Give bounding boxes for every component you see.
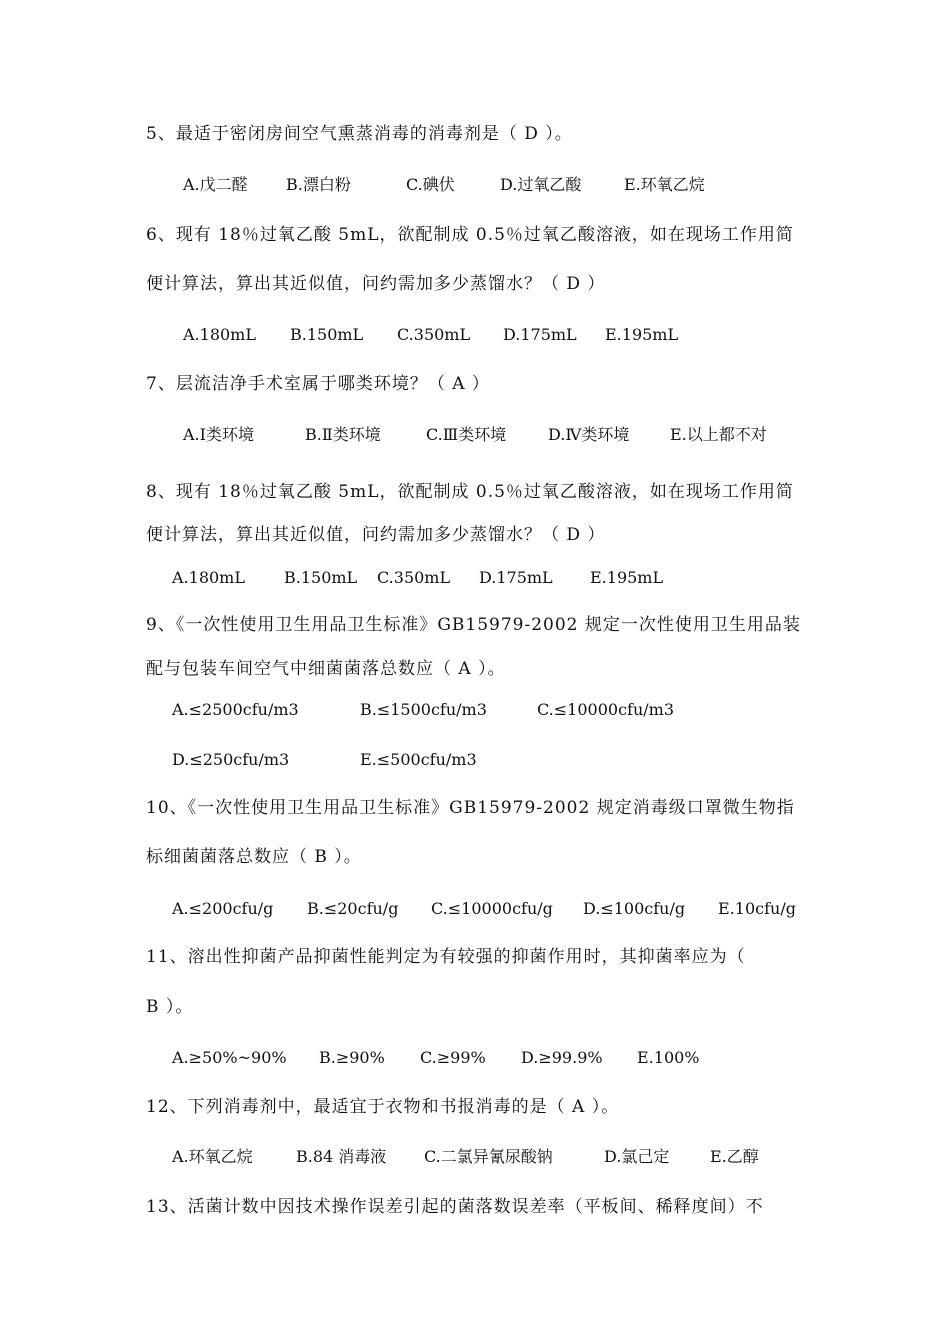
question-10-line-1: 10、《一次性使用卫生用品卫生标准》GB15979-2002 规定消毒级口罩微生物指: [146, 798, 795, 818]
option-a: A.180mL: [183, 325, 256, 344]
option-c: C.二氯异氰尿酸钠: [424, 1147, 553, 1166]
option-a: A.Ⅰ类环境: [183, 425, 254, 444]
option-b: B.≤1500cfu/m3: [360, 700, 487, 719]
option-d: D.175mL: [479, 568, 553, 587]
question-12: 12、下列消毒剂中，最适宜于衣物和书报消毒的是（ A ）。: [146, 1097, 620, 1117]
option-e: E.195mL: [590, 568, 664, 587]
option-b: B.Ⅱ类环境: [305, 425, 381, 444]
option-b: B.≥90%: [319, 1048, 385, 1067]
option-e: E.≤500cfu/m3: [360, 750, 477, 769]
option-c: C.碘伏: [406, 175, 455, 194]
option-e: E.以上都不对: [670, 425, 767, 444]
option-b: B.150mL: [284, 568, 358, 587]
question-11-line-2: B ）。: [146, 997, 194, 1017]
question-8-line-2: 便计算法，算出其近似值，问约需加多少蒸馏水？（ D ）: [146, 525, 606, 545]
option-d: D.≥99.9%: [521, 1048, 603, 1067]
option-e: E.乙醇: [710, 1147, 759, 1166]
option-d: D.Ⅳ类环境: [548, 425, 630, 444]
option-d: D.175mL: [503, 325, 577, 344]
option-c: C.Ⅲ类环境: [426, 425, 507, 444]
option-a: A.戊二醛: [183, 175, 248, 194]
option-a: A.180mL: [172, 568, 245, 587]
question-13: 13、活菌计数中因技术操作误差引起的菌落数误差率（平板间、稀释度间）不: [146, 1197, 764, 1217]
option-c: C.350mL: [397, 325, 471, 344]
option-a: A.≤2500cfu/m3: [172, 700, 299, 719]
question-6-line-1: 6、现有 18％过氧乙酸 5mL，欲配制成 0.5％过氧乙酸溶液，如在现场工作用简: [146, 225, 794, 245]
question-7: 7、层流洁净手术室属于哪类环境？（ A ）: [146, 374, 490, 394]
question-9-line-1: 9、《一次性使用卫生用品卫生标准》GB15979-2002 规定一次性使用卫生用品装: [146, 615, 801, 635]
option-e: E.环氧乙烷: [624, 175, 705, 194]
option-c: C.≤10000cfu/g: [431, 899, 553, 918]
option-e: E.10cfu/g: [718, 899, 796, 918]
option-a: A.环氧乙烷: [172, 1147, 253, 1166]
option-a: A.≤200cfu/g: [172, 899, 274, 918]
option-b: B.≤20cfu/g: [307, 899, 399, 918]
question-9-line-2: 配与包装车间空气中细菌菌落总数应（ A ）。: [146, 659, 506, 679]
question-11-line-1: 11、溶出性抑菌产品抑菌性能判定为有较强的抑菌作用时，其抑菌率应为（: [146, 947, 746, 967]
question-6-line-2: 便计算法，算出其近似值，问约需加多少蒸馏水？（ D ）: [146, 274, 606, 294]
option-d: D.≤250cfu/m3: [172, 750, 290, 769]
question-8-line-1: 8、现有 18％过氧乙酸 5mL，欲配制成 0.5％过氧乙酸溶液，如在现场工作用简: [146, 482, 794, 502]
option-c: C.≥99%: [420, 1048, 486, 1067]
question-10-line-2: 标细菌菌落总数应（ B ）。: [146, 847, 362, 867]
option-d: D.氯己定: [604, 1147, 670, 1166]
option-e: E.100%: [637, 1048, 700, 1067]
option-b: B.150mL: [290, 325, 364, 344]
option-b: B.漂白粉: [286, 175, 351, 194]
question-5: 5、最适于密闭房间空气熏蒸消毒的消毒剂是（ D ）。: [146, 124, 573, 144]
option-d: D.过氧乙酸: [500, 175, 582, 194]
option-c: C.350mL: [377, 568, 451, 587]
option-d: D.≤100cfu/g: [583, 899, 686, 918]
option-e: E.195mL: [605, 325, 679, 344]
option-a: A.≥50%~90%: [172, 1048, 287, 1067]
option-c: C.≤10000cfu/m3: [537, 700, 674, 719]
option-b: B.84 消毒液: [296, 1147, 387, 1166]
